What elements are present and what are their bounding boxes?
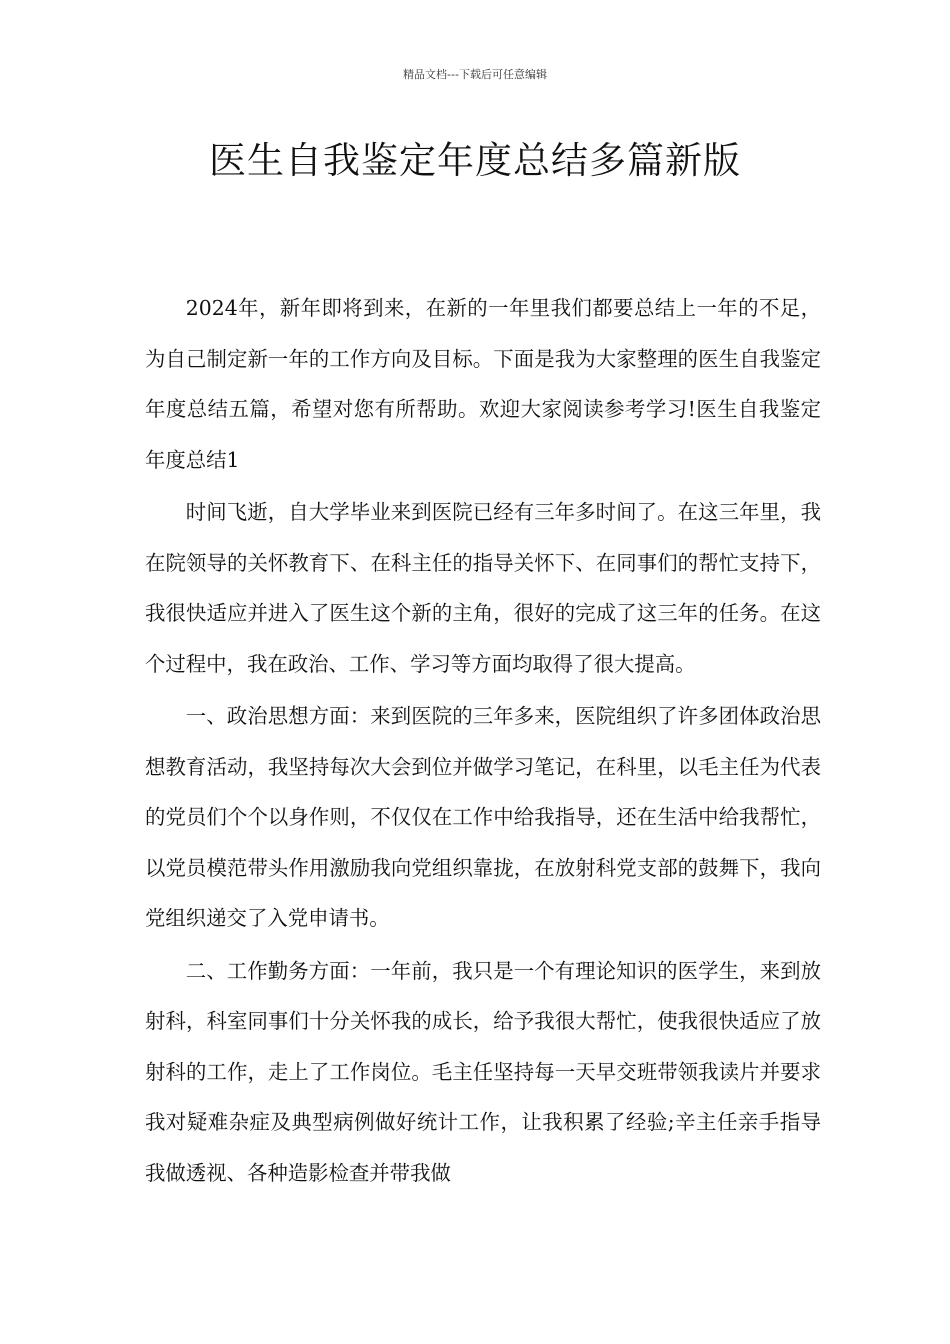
paragraph-overview: 时间飞逝，自大学毕业来到医院已经有三年多时间了。在这三年里，我在院领导的关怀教育下、在科主任的指导关怀下、在同事们的帮忙支持下，我很快适应并进入了医生这个新的主角，很好的完成了这三年的任务。在这个过程中，我在政治、工作、学习等方面均取得了很大提高。: [145, 500, 821, 676]
header-note: 精品文档---下载后可任意编辑: [403, 68, 547, 81]
paragraph-intro: 2024年，新年即将到来，在新的一年里我们都要总结上一年的不足，为自己制定新一年的工作方向及目标。下面是我为大家整理的医生自我鉴定年度总结五篇，希望对您有所帮助。欢迎大家阅读参考学习!医生自我鉴定年度总结1: [145, 296, 821, 472]
document-title: 医生自我鉴定年度总结多篇新版: [209, 139, 741, 182]
paragraph-political: 一、政治思想方面：来到医院的三年多来，医院组织了许多团体政治思想教育活动，我坚持每次大会到位并做学习笔记，在科里，以毛主任为代表的党员们个个以身作则，不仅仅在工作中给我指导，还在生活中给我帮忙，以党员模范带头作用激励我向党组织靠拢，在放射科党支部的鼓舞下，我向党组织递交了入党申请书。: [145, 704, 821, 930]
document-body: [145, 283, 821, 1200]
paragraph-work: 二、工作勤务方面：一年前，我只是一个有理论知识的医学生，来到放射科，科室同事们十分关怀我的成长，给予我很大帮忙，使我很快适应了放射科的工作，走上了工作岗位。毛主任坚持每一天早交班带领我读片并要求我对疑难杂症及典型病例做好统计工作，让我积累了经验;辛主任亲手指导我做透视、各种造影检查并带我做: [145, 958, 821, 1185]
